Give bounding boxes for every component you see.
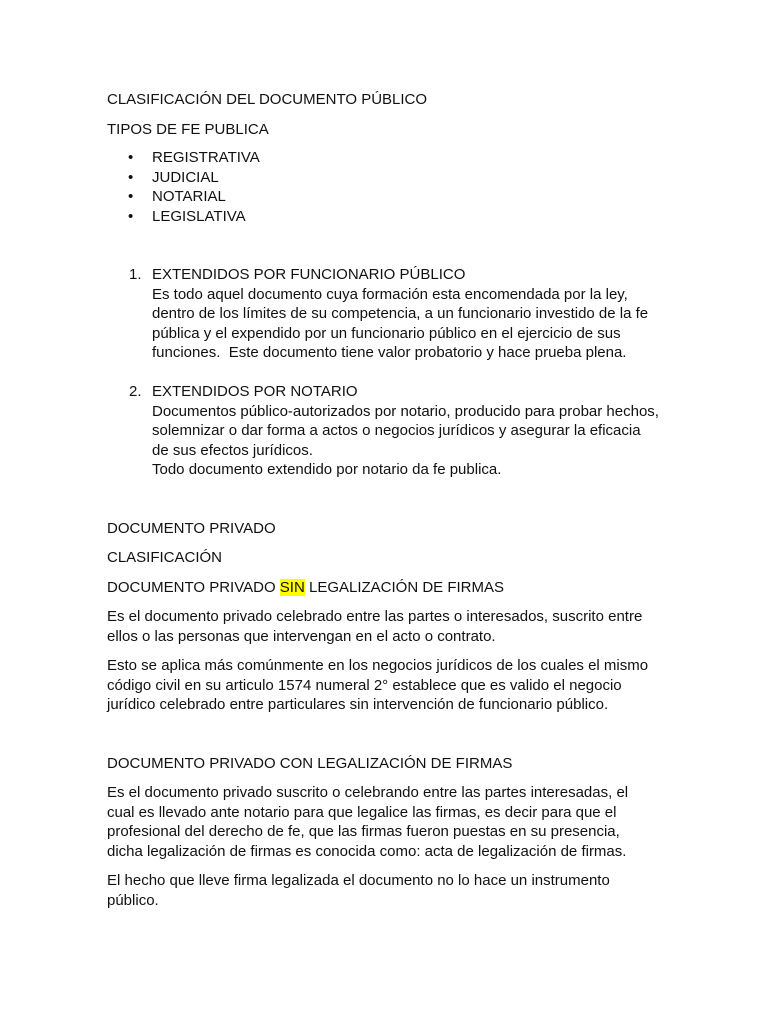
text-line: Es el documento privado suscrito o celebrando entre las partes interesadas, el: [107, 784, 629, 801]
text-line: Todo documento extendido por notario da fe publica.: [152, 461, 502, 478]
text-line: cual es llevado ante notario para que legalice las firmas, es decir para que el: [107, 803, 617, 821]
text-line: de sus efectos jurídicos.: [152, 441, 313, 459]
text-line: profesional del derecho de fe, que las firmas fueron puestas en su presencia,: [107, 823, 620, 840]
text-line: público.: [107, 891, 159, 909]
item-title: EXTENDIDOS POR FUNCIONARIO PÚBLICO: [152, 266, 466, 283]
heading-text: DOCUMENTO PRIVADO: [107, 578, 280, 596]
private-document-heading: DOCUMENTO PRIVADO: [107, 519, 276, 537]
sin-legalizacion-heading: [107, 578, 667, 598]
paragraph: [107, 871, 667, 910]
item-number: 1.: [129, 266, 142, 283]
con-legalizacion-heading: DOCUMENTO PRIVADO CON LEGALIZACIÓN DE FIRMAS: [107, 754, 513, 772]
text-line: jurídico celebrado entre particulares sin intervención de funcionario público.: [107, 696, 609, 713]
bullet-icon: •: [128, 149, 134, 166]
bullet-icon: •: [128, 168, 134, 186]
list-item-label: JUDICIAL: [152, 168, 219, 186]
text-line: Documentos público-autorizados por notario, producido para probar hechos,: [152, 402, 659, 420]
paragraph: [107, 607, 667, 646]
numbered-list: [107, 265, 667, 480]
list-item: [107, 207, 667, 227]
document-page: [107, 90, 667, 920]
highlighted-word: SIN: [279, 578, 305, 596]
list-item-label: NOTARIAL: [152, 188, 226, 205]
list-item: [107, 168, 667, 188]
text-line: código civil en su articulo 1574 numeral 2° establece que es valido el negocio: [107, 676, 622, 694]
bullet-icon: •: [128, 188, 134, 205]
list-item-label: LEGISLATIVA: [152, 207, 246, 225]
list-item: [107, 148, 667, 168]
item-title: EXTENDIDOS POR NOTARIO: [152, 383, 358, 400]
text-line: funciones. Este documento tiene valor probatorio y hace prueba plena.: [152, 344, 627, 361]
paragraph: [107, 656, 667, 715]
text-line: pública y el expendido por un funcionario público en el ejercicio de sus: [152, 324, 621, 342]
numbered-item-notario: [107, 382, 667, 480]
text-line: El hecho que lleve firma legalizada el documento no lo hace un instrumento: [107, 872, 610, 889]
text-line: Es todo aquel documento cuya formación esta encomendada por la ley,: [152, 285, 628, 303]
text-line: dicha legalización de firmas es conocida como: acta de legalización de firmas.: [107, 842, 627, 860]
heading-text: LEGALIZACIÓN DE FIRMAS: [304, 578, 505, 596]
document-title: CLASIFICACIÓN DEL DOCUMENTO PÚBLICO: [107, 91, 428, 108]
numbered-item-funcionario: [107, 265, 667, 363]
list-item-label: REGISTRATIVA: [152, 149, 260, 166]
text-line: solemnizar o dar forma a actos o negocios jurídicos y asegurar la eficacia: [152, 422, 641, 439]
text-line: dentro de los límites de su competencia, a un funcionario investido de la fe: [152, 305, 649, 322]
item-number: 2.: [129, 383, 142, 400]
text-line: Esto se aplica más comúnmente en los negocios jurídicos de los cuales el mismo: [107, 657, 649, 674]
paragraph: [107, 783, 667, 861]
text-line: Es el documento privado celebrado entre las partes o interesados, suscrito entre: [107, 608, 643, 625]
list-item: [107, 187, 667, 207]
classification-heading: CLASIFICACIÓN: [107, 549, 223, 566]
bullet-icon: •: [128, 207, 134, 225]
text-line: ellos o las personas que intervengan en el acto o contrato.: [107, 627, 496, 645]
fe-types-list: [107, 148, 667, 226]
fe-types-heading: TIPOS DE FE PUBLICA: [107, 120, 269, 138]
